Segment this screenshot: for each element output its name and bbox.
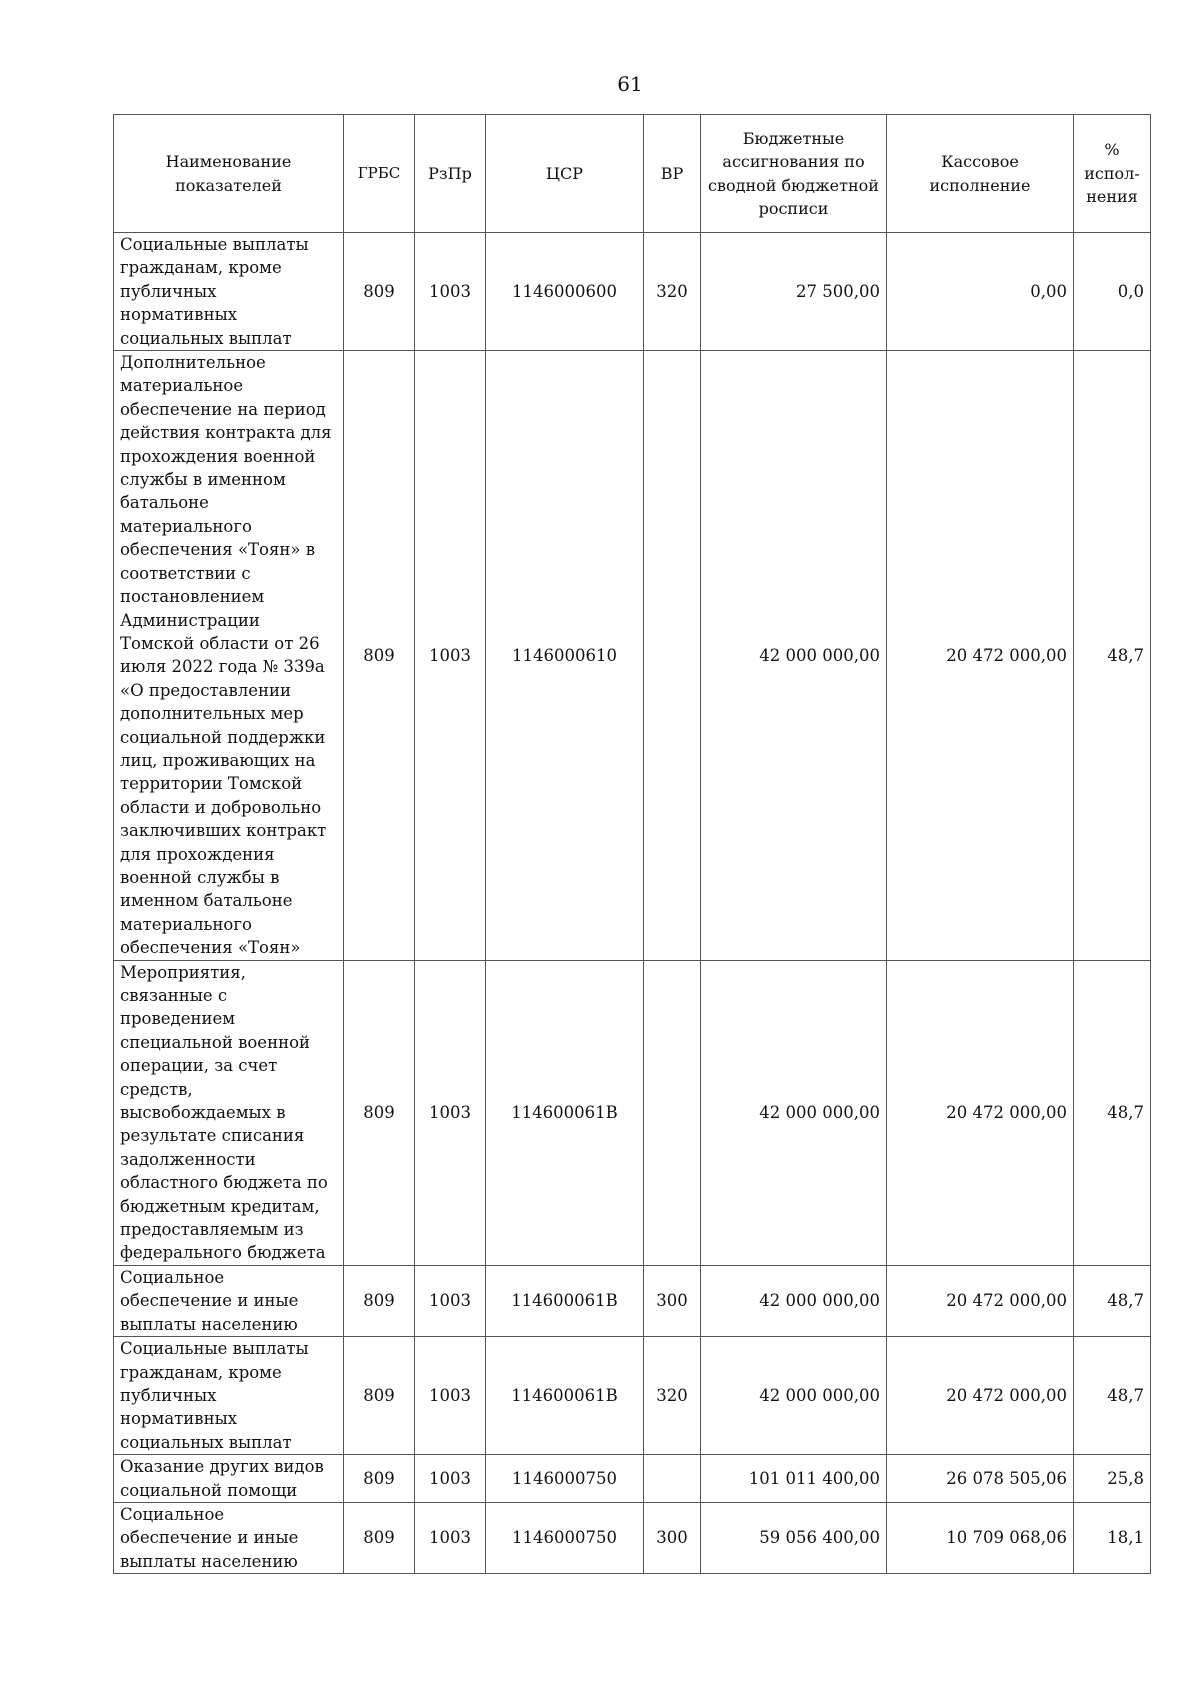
row-percent: 48,7 <box>1074 960 1151 1265</box>
row-grbs: 809 <box>344 1265 415 1336</box>
row-rzpr: 1003 <box>415 1265 486 1336</box>
row-percent: 48,7 <box>1074 1337 1151 1455</box>
row-budget: 101 011 400,00 <box>701 1455 887 1503</box>
row-budget: 59 056 400,00 <box>701 1502 887 1573</box>
row-cash: 20 472 000,00 <box>887 1337 1074 1455</box>
row-vr: 300 <box>644 1265 701 1336</box>
row-csr: 1146000750 <box>486 1502 644 1573</box>
row-rzpr: 1003 <box>415 1455 486 1503</box>
row-rzpr: 1003 <box>415 960 486 1265</box>
row-grbs: 809 <box>344 960 415 1265</box>
table-row <box>114 1337 1151 1455</box>
row-grbs: 809 <box>344 1337 415 1455</box>
row-percent: 18,1 <box>1074 1502 1151 1573</box>
row-vr: 320 <box>644 1337 701 1455</box>
table-row <box>114 351 1151 961</box>
row-cash: 26 078 505,06 <box>887 1455 1074 1503</box>
row-vr <box>644 351 701 961</box>
row-cash: 20 472 000,00 <box>887 960 1074 1265</box>
row-cash: 10 709 068,06 <box>887 1502 1074 1573</box>
row-vr <box>644 1455 701 1503</box>
header-budget: Бюджетные ассигнования по сводной бюджетной росписи <box>701 115 887 233</box>
row-grbs: 809 <box>344 1455 415 1503</box>
row-grbs: 809 <box>344 351 415 961</box>
row-name: Социальное обеспечение и иные выплаты населению <box>114 1502 344 1573</box>
row-grbs: 809 <box>344 233 415 351</box>
row-cash: 20 472 000,00 <box>887 351 1074 961</box>
row-name: Социальные выплаты гражданам, кроме публичных нормативных социальных выплат <box>114 1337 344 1455</box>
row-csr: 114600061В <box>486 960 644 1265</box>
row-rzpr: 1003 <box>415 351 486 961</box>
row-budget: 42 000 000,00 <box>701 1265 887 1336</box>
row-rzpr: 1003 <box>415 1502 486 1573</box>
row-grbs: 809 <box>344 1502 415 1573</box>
row-rzpr: 1003 <box>415 1337 486 1455</box>
header-name: Наименование показателей <box>114 115 344 233</box>
row-budget: 27 500,00 <box>701 233 887 351</box>
header-rzpr: РзПр <box>415 115 486 233</box>
row-vr <box>644 960 701 1265</box>
row-name: Социальные выплаты гражданам, кроме публичных нормативных социальных выплат <box>114 233 344 351</box>
row-vr: 300 <box>644 1502 701 1573</box>
table-row <box>114 1502 1151 1573</box>
row-percent: 25,8 <box>1074 1455 1151 1503</box>
row-name: Оказание других видов социальной помощи <box>114 1455 344 1503</box>
budget-table <box>113 114 1151 1574</box>
row-cash: 20 472 000,00 <box>887 1265 1074 1336</box>
row-csr: 114600061В <box>486 1337 644 1455</box>
header-vr: ВР <box>644 115 701 233</box>
page-number: 61 <box>617 72 643 96</box>
row-budget: 42 000 000,00 <box>701 351 887 961</box>
row-csr: 1146000600 <box>486 233 644 351</box>
row-name: Социальное обеспечение и иные выплаты населению <box>114 1265 344 1336</box>
header-grbs: ГРБС <box>344 115 415 233</box>
row-name: Мероприятия, связанные с проведением специальной военной операции, за счет средств, высвобождаемых в результате списания задолженности областного бюджета по бюджетным кредитам, предоставляемым из федерального бюджета <box>114 960 344 1265</box>
row-cash: 0,00 <box>887 233 1074 351</box>
row-percent: 48,7 <box>1074 1265 1151 1336</box>
row-csr: 114600061В <box>486 1265 644 1336</box>
row-vr: 320 <box>644 233 701 351</box>
header-csr: ЦСР <box>486 115 644 233</box>
row-name: Дополнительное материальное обеспечение на период действия контракта для прохождения военной службы в именном батальоне материального обеспечения «Тоян» в соответствии с постановлением Администрации Томской области от 26 июля 2022 года № 339а «О предоставлении дополнительных мер социальной поддержки лиц, проживающих на территории Томской области и добровольно заключивших контракт для прохождения военной службы в именном батальоне материального обеспечения «Тоян» <box>114 351 344 961</box>
header-cash: Кассовое исполнение <box>887 115 1074 233</box>
row-budget: 42 000 000,00 <box>701 1337 887 1455</box>
row-csr: 1146000610 <box>486 351 644 961</box>
header-percent: % испол- нения <box>1074 115 1151 233</box>
table-row <box>114 1455 1151 1503</box>
row-rzpr: 1003 <box>415 233 486 351</box>
table-header-row <box>114 115 1151 233</box>
row-percent: 0,0 <box>1074 233 1151 351</box>
table-row <box>114 233 1151 351</box>
row-percent: 48,7 <box>1074 351 1151 961</box>
row-csr: 1146000750 <box>486 1455 644 1503</box>
table-row <box>114 960 1151 1265</box>
row-budget: 42 000 000,00 <box>701 960 887 1265</box>
table-row <box>114 1265 1151 1336</box>
